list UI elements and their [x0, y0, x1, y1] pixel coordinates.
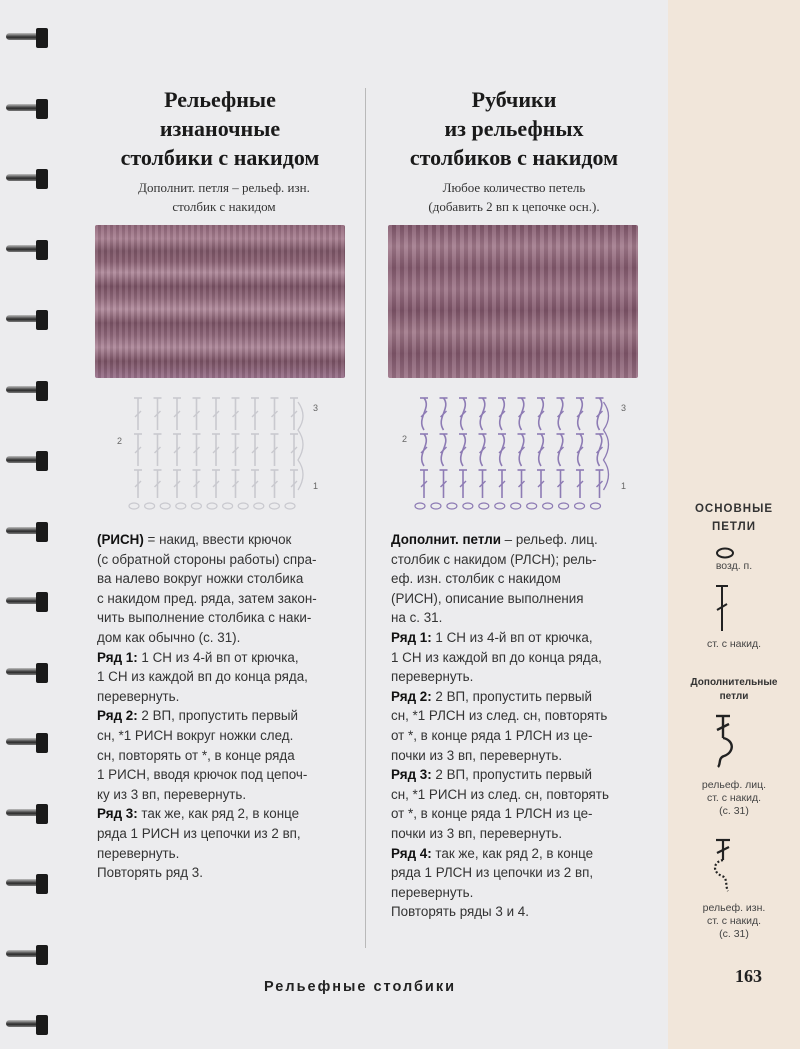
left-title [95, 85, 345, 172]
chain-loop [575, 503, 585, 509]
instruction-label: Ряд 3: [391, 767, 432, 783]
binding-coil [6, 945, 46, 967]
instruction-label: Ряд 1: [391, 629, 432, 645]
left-instructions [97, 530, 317, 883]
instruction-line [391, 550, 609, 570]
legend-label-line: ст. с накид. [706, 792, 762, 804]
instruction-line [391, 687, 609, 707]
left-title-line: Рельефные [164, 87, 276, 112]
instruction-text: (РИСН), описание выполнения [391, 590, 584, 606]
legend-title-line: ПЕТЛИ [711, 521, 756, 533]
binding-hole [36, 28, 48, 48]
instruction-text: ва налево вокруг ножки столбика [97, 571, 304, 587]
chain-loop [145, 503, 155, 509]
right-title-line: из рельефных [444, 116, 584, 141]
right-row-label: 2 [402, 434, 408, 444]
legend-label-line: ст. с накид. [706, 915, 762, 927]
instruction-text: сн, повторять от *, в конце ряда [97, 747, 295, 763]
instruction-line [97, 785, 317, 805]
legend-label-line: (с. 31) [719, 805, 749, 817]
chain-loop [495, 503, 505, 509]
chain-loop [447, 503, 457, 509]
binding-hole [36, 1015, 48, 1035]
instruction-text: ряда 1 РИСН из цепочки из 2 вп, [97, 825, 301, 841]
binding-hole [36, 240, 48, 260]
legend-label-line: (с. 31) [719, 928, 749, 940]
instruction-line [391, 667, 609, 687]
instruction-line [97, 765, 317, 785]
chain-loop [479, 503, 489, 509]
chain-loop [463, 503, 473, 509]
instruction-text: с накидом пред. ряда, затем закон- [97, 590, 317, 606]
instruction-line [97, 844, 317, 864]
chain-loop [254, 503, 264, 509]
binding-coil [6, 663, 46, 685]
instruction-line [391, 785, 609, 805]
instruction-text: 2 ВП, пропустить первый [431, 688, 593, 704]
instruction-text: 1 РИСН, вводя крючок под цепоч- [97, 767, 308, 783]
instruction-text: 1 СН из каждой вп до конца ряда, [97, 669, 308, 685]
binding-hole [36, 451, 48, 471]
instruction-line [97, 804, 317, 824]
right-subtitle [385, 178, 643, 216]
instruction-line [391, 765, 609, 785]
instruction-line [391, 628, 609, 648]
instruction-line [391, 746, 609, 766]
instruction-text: еф. изн. столбик с накидом [391, 571, 561, 587]
binding-coil [6, 522, 46, 544]
chain-loop [415, 503, 425, 509]
instruction-line [391, 589, 609, 609]
instruction-text: ку из 3 вп, перевернуть. [97, 786, 247, 802]
right-subtitle-line: (добавить 2 вп к цепочке осн.). [428, 199, 600, 214]
instruction-text: столбик с накидом (РЛСН); рель- [391, 551, 597, 567]
binding-coil [6, 874, 46, 896]
instruction-line [97, 687, 317, 707]
instruction-text: на с. 31. [391, 610, 443, 626]
legend-label-line: рельеф. изн. [702, 902, 766, 914]
instruction-line [97, 589, 317, 609]
chain-loop [559, 503, 569, 509]
spiral-binding [0, 0, 60, 1049]
instruction-text: 2 ВП, пропустить первый [137, 708, 299, 724]
chain-loop [543, 503, 553, 509]
chain-loop [431, 503, 441, 509]
back-post-double-crochet-icon [706, 836, 740, 896]
right-subtitle-line: Любое количество петель [442, 180, 586, 195]
instruction-line [97, 726, 317, 746]
legend-label-bpdc [668, 902, 800, 941]
instruction-text: от *, в конце ряда 1 РЛСН из це- [391, 806, 593, 822]
instruction-line [391, 608, 609, 628]
legend-label-dc [668, 638, 800, 651]
instruction-text: сн, *1 РИСН из след. сн, повторять [391, 786, 609, 802]
instruction-line [391, 706, 609, 726]
instruction-text: 1 СН из 4-й вп от крючка, [137, 649, 299, 665]
instruction-line [391, 863, 609, 883]
right-title [380, 85, 648, 172]
right-row-label: 1 [621, 481, 627, 491]
turning-chain [298, 402, 303, 490]
legend-label-line: возд. п. [715, 560, 753, 572]
instruction-text: Повторять ряды 3 и 4. [391, 904, 529, 920]
left-row-label: 2 [117, 436, 123, 446]
instruction-line [97, 706, 317, 726]
instruction-text: – рельеф. лиц. [500, 532, 598, 547]
legend-title-line: ОСНОВНЫЕ [694, 503, 774, 515]
instruction-text: 1 СН из каждой вп до конца ряда, [391, 649, 602, 665]
instruction-text: ряда 1 РЛСН из цепочки из 2 вп, [391, 865, 594, 881]
instruction-label: (РИСН) [97, 532, 144, 547]
instruction-text: так же, как ряд 2, в конце [431, 845, 594, 861]
right-title-line: Рубчики [471, 87, 557, 112]
binding-hole [36, 733, 48, 753]
instruction-line [97, 530, 317, 550]
legend-title [668, 500, 800, 536]
binding-hole [36, 169, 48, 189]
left-subtitle-line: столбик с накидом [172, 199, 276, 214]
instruction-label: Ряд 3: [97, 806, 138, 822]
left-title-line: изнаночные [159, 116, 281, 141]
instruction-text: 2 ВП, пропустить первый [431, 767, 593, 783]
chain-loop [176, 503, 186, 509]
instruction-line [97, 628, 317, 648]
legend-label-line: рельеф. лиц. [701, 779, 767, 791]
instruction-text: дом как обычно (с. 31). [97, 629, 241, 645]
binding-coil [6, 1015, 46, 1037]
chain-loop [269, 503, 279, 509]
left-subtitle [95, 178, 353, 216]
instruction-line [97, 863, 317, 883]
left-subtitle-line: Дополнит. петля – рельеф. изн. [138, 180, 310, 195]
instruction-line [97, 824, 317, 844]
binding-hole [36, 310, 48, 330]
chain-stitch-icon [714, 546, 736, 560]
instruction-line [391, 648, 609, 668]
section-footer-title: Рельефные столбики [264, 979, 457, 995]
binding-coil [6, 381, 46, 403]
instruction-line [97, 569, 317, 589]
binding-hole [36, 945, 48, 965]
instruction-text: почки из 3 вп, перевернуть. [391, 747, 563, 763]
instruction-text: перевернуть. [97, 845, 180, 861]
instruction-line [391, 804, 609, 824]
binding-hole [36, 804, 48, 824]
instruction-text: сн, *1 РИСН вокруг ножки след. [97, 727, 294, 743]
binding-hole [36, 592, 48, 612]
binding-coil [6, 804, 46, 826]
instruction-text: = накид, ввести крючок [143, 532, 292, 547]
left-title-line: столбики с накидом [120, 145, 320, 170]
chain-loop [285, 503, 295, 509]
legend-subtitle-line: петли [719, 691, 749, 702]
double-crochet-icon [709, 583, 735, 633]
instruction-text: почки из 3 вп, перевернуть. [391, 825, 563, 841]
chain-loop [591, 503, 601, 509]
instruction-text: сн, *1 РЛСН из след. сн, повторять [391, 708, 608, 724]
instruction-line [97, 550, 317, 570]
page-number: 163 [735, 966, 762, 986]
instruction-line [391, 569, 609, 589]
left-stitch-diagram [120, 390, 320, 515]
instruction-text: 1 СН из 4-й вп от крючка, [431, 629, 593, 645]
instruction-label: Ряд 2: [97, 708, 138, 724]
chain-loop [207, 503, 217, 509]
turning-chain [604, 402, 609, 490]
binding-hole [36, 522, 48, 542]
chain-loop [527, 503, 537, 509]
right-stitch-diagram [412, 390, 622, 515]
instruction-line [391, 824, 609, 844]
instruction-text: чить выполнение столбика с наки- [97, 610, 312, 626]
instruction-text: (с обратной стороны работы) спра- [97, 551, 317, 567]
right-row-label: 3 [621, 403, 627, 413]
chain-loop [191, 503, 201, 509]
binding-coil [6, 733, 46, 755]
instruction-line [97, 648, 317, 668]
instruction-line [97, 667, 317, 687]
legend-subtitle [668, 676, 800, 704]
instruction-line [391, 530, 609, 550]
legend-label-line: ст. с накид. [706, 638, 762, 650]
instruction-text: перевернуть. [97, 688, 180, 704]
instruction-line [391, 726, 609, 746]
instruction-label: Дополнит. петли [391, 532, 501, 547]
binding-coil [6, 28, 46, 50]
chain-loop [160, 503, 170, 509]
right-knit-sample-photo [388, 225, 638, 378]
chain-loop [129, 503, 139, 509]
right-title-line: столбиков с накидом [409, 145, 619, 170]
binding-hole [36, 874, 48, 894]
column-divider [365, 88, 366, 948]
binding-coil [6, 592, 46, 614]
chain-loop [511, 503, 521, 509]
binding-coil [6, 451, 46, 473]
left-row-label: 1 [313, 481, 319, 491]
chain-loop [223, 503, 233, 509]
instruction-line [391, 883, 609, 903]
instruction-text: так же, как ряд 2, в конце [137, 806, 300, 822]
binding-coil [6, 99, 46, 121]
instruction-line [97, 746, 317, 766]
instruction-label: Ряд 2: [391, 688, 432, 704]
instruction-label: Ряд 4: [391, 845, 432, 861]
binding-hole [36, 663, 48, 683]
instruction-text: перевернуть. [391, 669, 474, 685]
instruction-line [97, 608, 317, 628]
legend-label-fpdc [668, 779, 800, 818]
instruction-text: перевернуть. [391, 884, 474, 900]
binding-coil [6, 240, 46, 262]
left-knit-sample-photo [95, 225, 345, 378]
binding-hole [36, 99, 48, 119]
instruction-label: Ряд 1: [97, 649, 138, 665]
legend-subtitle-line: Дополнительные [690, 677, 778, 688]
chain-loop [238, 503, 248, 509]
instruction-text: от *, в конце ряда 1 РЛСН из це- [391, 727, 593, 743]
left-row-label: 3 [313, 403, 319, 413]
binding-hole [36, 381, 48, 401]
binding-coil [6, 169, 46, 191]
instruction-text: Повторять ряд 3. [97, 865, 203, 881]
instruction-line [391, 902, 609, 922]
front-post-double-crochet-icon [706, 712, 740, 770]
instruction-line [391, 844, 609, 864]
legend-label-chain [668, 560, 800, 573]
binding-coil [6, 310, 46, 332]
right-instructions [391, 530, 609, 922]
